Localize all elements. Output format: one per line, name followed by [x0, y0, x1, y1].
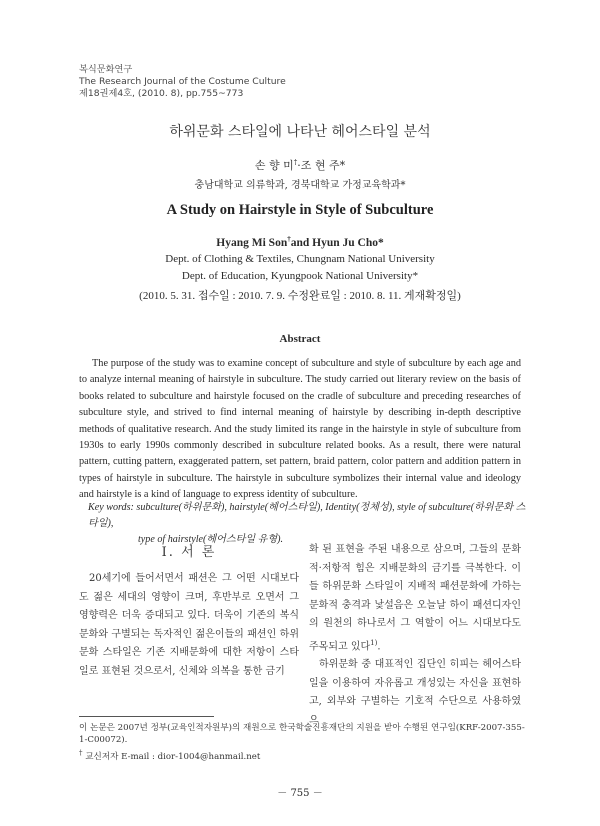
corresponding-footnote: † 교신저자 E-mail : dior-1004@hanmail.net — [79, 749, 261, 762]
title-korean: 하위문화 스타일에 나타난 헤어스타일 분석 — [169, 124, 431, 140]
abstract-text: The purpose of the study was to examine concept of subculture and style of subculture by each age and to analyze internal meaning of hairstyle in subculture. The study carried out literary review on the basis of books related to subculture and hairstyle focused on the cradle of subculture and preceding researches of subculture style, and strived to find internal meaning of hairstyle by describing in-depth descriptive methods of qualitative research. And the study limited its range in the hairstyle in style of subculture from 1930s to early 1990s commonly described in subculture related books. As a result, there were natural pattern, cutting pattern, exaggerated pattern, set pattern, braid pattern, color pattern and addition pattern in types of hairstyle in subculture. The hairstyle in subculture symbolizes their internal value and ideology and hairstyle is a kind of language to express identity of subculture. — [79, 358, 521, 501]
author-first-english: Hyang Mi Son — [216, 236, 288, 249]
author-first-korean: 손 향 미 — [254, 159, 294, 172]
title-english: A Study on Hairstyle in Style of Subculture — [166, 202, 434, 218]
submission-dates: (2010. 5. 31. 접수일 : 2010. 7. 9. 수정완료일 : 2010. 8. 11. 게재확정일) — [139, 290, 461, 302]
authors-korean — [0, 157, 600, 173]
affiliation-english-2: Dept. of Education, Kyungpook National University* — [181, 270, 419, 282]
funding-footnote: 이 논문은 2007년 정부(교육인적자원부)의 재원으로 한국학술진흥재단의 지원을 받아 수행된 연구임(KRF-2007-355-1-C00072). — [79, 723, 525, 745]
body-right-paragraph-1: 화 된 표현을 주된 내용으로 삼으며, 그들의 문화적·저항적 힘은 지배문화의 금기를 극복한다. 이들 하위문화 스타일이 지배적 패션문화에 가하는 문화적 충격과 낯설음은 오늘날 하이 패션디자인의 원천의 하나로서 그 역할이 어느 시대보다도 주목되고 있다$^{1)}$. — [309, 544, 521, 652]
section-heading-introduction: Ⅰ. 서 론 — [161, 545, 217, 560]
keywords-line-1: Key words: subculture(하위문화), hairstyle(헤어스타일), Identity(정체성), style of subculture(하위문화 스타일), — [88, 502, 526, 529]
affiliation-korean: 충남대학교 의류학과, 경북대학교 가정교육학과* — [194, 180, 406, 191]
abstract-heading: Abstract — [279, 333, 321, 345]
corresponding-mark-english: † — [287, 235, 291, 243]
authors-english — [0, 235, 600, 249]
body-right-paragraph-2: 하위문화 중 대표적인 집단인 히피는 헤어스타일을 이용하여 자유롭고 개성있는 자신을 표현하고, 외부와 구별하는 기호적 수단으로 사용하였으 — [309, 659, 521, 726]
author-second-korean: ·조 현 주* — [297, 159, 346, 172]
corresponding-mark: † — [293, 158, 298, 167]
journal-name-korean: 복식문화연구 — [79, 64, 133, 75]
page-number: － 755 － — [277, 788, 323, 799]
issue-info: 제18권제4호, (2010. 8), pp.755~773 — [79, 88, 244, 99]
reference-mark: 1) — [370, 638, 378, 647]
affiliation-english-1: Dept. of Clothing & Textiles, Chungnam National University — [165, 253, 435, 265]
body-right-column — [309, 541, 521, 730]
corresponding-footnote-mark: † — [79, 749, 83, 757]
journal-name-english: The Research Journal of the Costume Culture — [79, 76, 286, 87]
footnote-rule — [79, 716, 214, 717]
body-left-column: 20세기에 들어서면서 패션은 그 어떤 시대보다도 젊은 세대의 영향이 크며, 후반부로 오면서 그 영향력은 더욱 증대되고 있다. 더욱이 기존의 복식 문화와 구별되는 독자적인 젊은이들의 패션인 하위문화 스타일은 기존 지배문화에 대한 저항이 스타일로 표현된 것으로서, 신체와 의복을 통한 금기 — [79, 573, 299, 677]
keywords-line-2: type of hairstyle(헤어스타일 유형). — [138, 534, 284, 545]
author-second-english: and Hyun Ju Cho* — [290, 236, 384, 249]
